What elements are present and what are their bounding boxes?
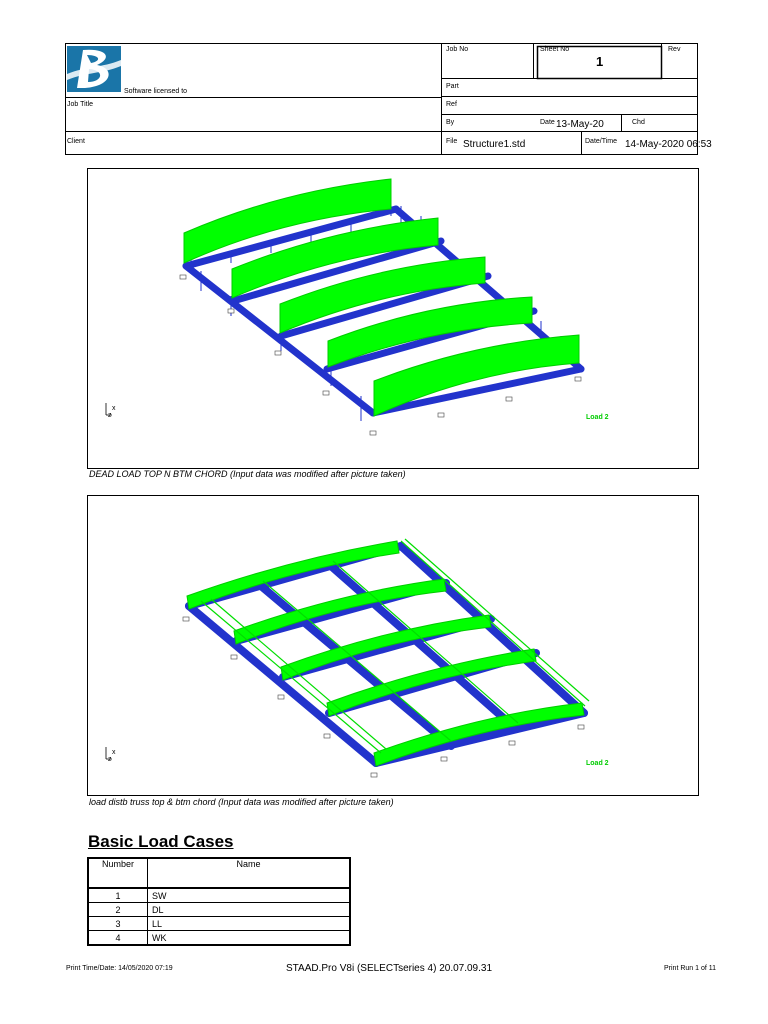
datetime-label: Date/Time xyxy=(585,138,618,145)
load-cases-table xyxy=(87,857,351,946)
axis-x-label: x xyxy=(112,405,116,412)
figure-1-frame xyxy=(87,168,699,469)
job-no-label: Job No xyxy=(446,46,469,53)
date-label: Date xyxy=(540,119,555,126)
figure-2-caption: load distb truss top & btm chord (Input data was modified after picture taken) xyxy=(89,797,394,807)
date-value: 13-May-20 xyxy=(556,119,604,130)
case-number: 4 xyxy=(88,931,148,946)
case-number: 2 xyxy=(88,903,148,917)
figure-2-model xyxy=(88,496,698,795)
figure-1-caption: DEAD LOAD TOP N BTM CHORD (Input data was modified after picture taken) xyxy=(89,469,406,479)
case-number: 3 xyxy=(88,917,148,931)
case-number: 1 xyxy=(88,888,148,903)
table-row xyxy=(88,931,350,946)
table-header-row xyxy=(88,858,350,888)
company-logo xyxy=(67,46,121,92)
case-name: SW xyxy=(148,888,351,903)
case-name: LL xyxy=(148,917,351,931)
table-row xyxy=(88,888,350,903)
footer-print-run: Print Run 1 of 11 xyxy=(664,965,717,972)
axis-x-label: x xyxy=(112,749,116,756)
chd-label: Chd xyxy=(632,119,645,126)
footer-print-time: Print Time/Date: 14/05/2020 07:19 xyxy=(66,965,173,972)
file-value: Structure1.std xyxy=(463,139,526,150)
table-row xyxy=(88,903,350,917)
client-label: Client xyxy=(67,138,85,145)
figure-1-load-label: Load 2 xyxy=(586,414,609,421)
figure-2-load-label: Load 2 xyxy=(586,760,609,767)
job-title-label: Job Title xyxy=(67,101,94,108)
sheet-no-value: 1 xyxy=(596,54,604,69)
by-label: By xyxy=(446,119,455,126)
figure-1-model xyxy=(88,169,698,468)
file-label: File xyxy=(446,138,458,145)
column-header-number: Number xyxy=(88,858,148,888)
figure-2-frame xyxy=(87,495,699,796)
case-name: WK xyxy=(148,931,351,946)
table-row xyxy=(88,917,350,931)
part-label: Part xyxy=(446,83,459,90)
case-name: DL xyxy=(148,903,351,917)
column-header-name: Name xyxy=(148,858,351,888)
axis-z-label: z xyxy=(108,412,112,419)
axis-z-label: z xyxy=(108,756,112,763)
load-cases-title: Basic Load Cases xyxy=(88,832,234,851)
footer-software: STAAD.Pro V8i (SELECTseries 4) 20.07.09.31 xyxy=(286,963,493,974)
rev-label: Rev xyxy=(668,46,681,53)
licensed-text: Software licensed to xyxy=(124,88,188,95)
ref-label: Ref xyxy=(446,101,457,108)
datetime-value: 14-May-2020 06:53 xyxy=(625,139,712,150)
sheet-no-label: Sheet No xyxy=(540,46,570,53)
